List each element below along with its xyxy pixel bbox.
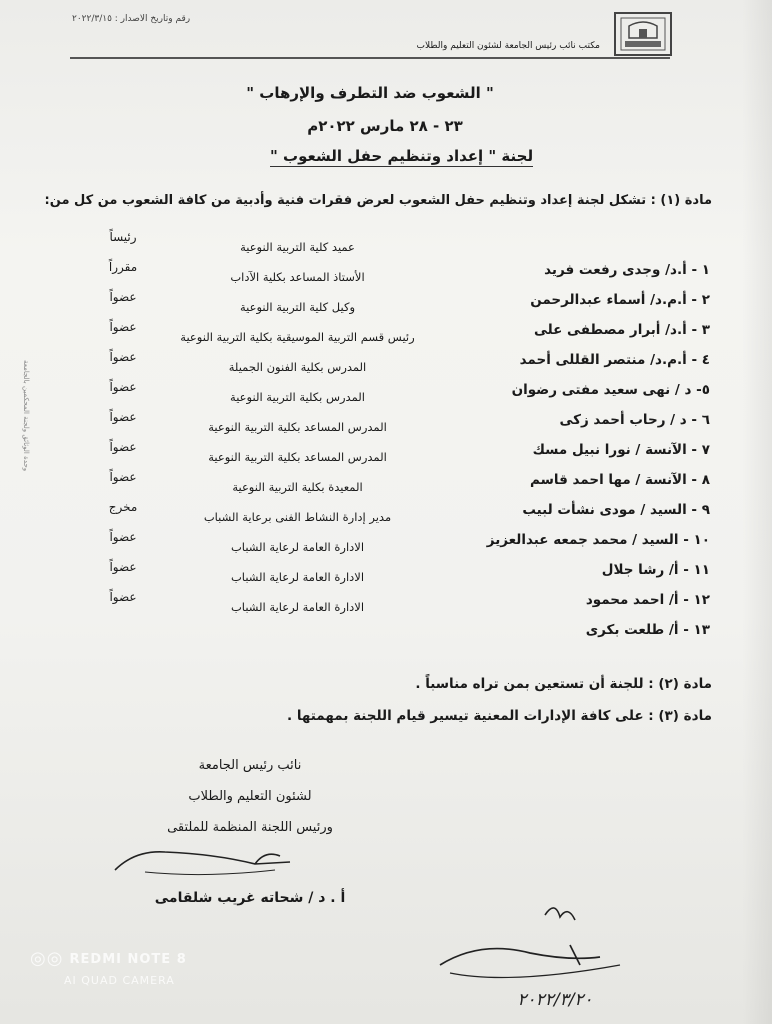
member-role: عضواً <box>109 410 137 424</box>
event-dates: ٢٣ - ٢٨ مارس ٢٠٢٢م <box>307 117 463 135</box>
member-name: ٨ - الآنسة / مها احمد قاسم <box>530 472 710 488</box>
member-department: الادارة العامة لرعاية الشباب <box>230 540 365 554</box>
header-rule <box>70 57 670 59</box>
page-edge-shadow <box>742 0 772 1024</box>
committee-title-wrap <box>270 146 534 165</box>
member-department: المدرس بكلية الفنون الجميلة <box>228 360 367 374</box>
member-name: ٤ - أ.م.د/ منتصر القللى أحمد <box>519 352 710 368</box>
member-role: عضواً <box>109 470 137 484</box>
member-name: ٢ - أ.م.د/ أسماء عبدالرحمن <box>530 292 710 308</box>
member-name: ١١ - أ/ رشا جلال <box>601 562 710 578</box>
member-role: عضواً <box>109 380 137 394</box>
member-department: الادارة العامة لرعاية الشباب <box>230 600 365 614</box>
university-logo <box>614 12 672 56</box>
member-name: ٣ - أ.د/ أبرار مصطفى على <box>533 322 710 338</box>
camera-icon: ◎◎ <box>30 948 64 969</box>
signatory-title-2: لشئون التعليم والطلاب <box>188 789 312 804</box>
member-role: عضواً <box>109 560 137 574</box>
member-name: ٥- د / نهى سعيد مفتى رضوان <box>511 382 710 398</box>
emblem-icon <box>619 16 667 52</box>
signatory-title-1: نائب رئيس الجامعة <box>198 758 302 773</box>
member-department: وكيل كلية التربية النوعية <box>239 300 356 314</box>
member-name: ٧ - الآنسة / نورا نبيل مسك <box>532 442 710 458</box>
event-title: " الشعوب ضد التطرف والإرهاب " <box>246 84 494 102</box>
member-role: عضواً <box>109 590 137 604</box>
member-role: مخرج <box>108 500 138 514</box>
member-role: عضواً <box>109 530 137 544</box>
margin-stamp-text: وحدة الوثائق ولجنة المحكمين بالجامعة <box>22 360 30 472</box>
member-role: مقرراً <box>108 260 138 274</box>
member-role: عضواً <box>109 350 137 364</box>
signatory-title-3: ورئيس اللجنة المنظمة للملتقى <box>167 820 333 835</box>
member-name: ١٢ - أ/ احمد محمود <box>585 592 710 608</box>
member-department: الادارة العامة لرعاية الشباب <box>230 570 365 584</box>
committee-title: لجنة " إعداد وتنظيم حفل الشعوب " <box>270 147 534 165</box>
signature-scribble <box>105 830 305 890</box>
member-name: ٩ - السيد / مودى نشأت لبيب <box>522 502 710 518</box>
signatory-name: أ . د / شحاته غريب شلقامى <box>154 890 346 906</box>
member-department: مدير إدارة النشاط الفنى برعاية الشباب <box>203 510 392 524</box>
member-department: رئيس قسم التربية الموسيقية بكلية التربية النوعية <box>180 330 415 344</box>
member-name: ١٣ - أ/ طلعت بكرى <box>585 622 710 638</box>
member-name: ١٠ - السيد / محمد جمعه عبدالعزيز <box>486 532 710 548</box>
member-role: عضواً <box>109 320 137 334</box>
member-department: الأستاذ المساعد بكلية الآداب <box>230 270 365 284</box>
member-role: رئيساً <box>109 230 137 244</box>
reference-line: رقم وتاريخ الاصدار : ٢٠٢٢/٣/١٥ <box>72 14 191 24</box>
watermark-line-1: REDMI NOTE 8 <box>69 952 187 967</box>
camera-watermark <box>30 948 187 988</box>
member-role: عضواً <box>109 440 137 454</box>
member-department: المدرس بكلية التربية النوعية <box>230 390 365 404</box>
issuing-office: مكتب نائب رئيس الجامعة لشئون التعليم والطلاب <box>416 41 600 51</box>
member-name: ٦ - د / رحاب أحمد زكى <box>559 412 710 428</box>
member-role: عضواً <box>109 290 137 304</box>
member-name: ١ - أ.د/ وجدى رفعت فريد <box>544 262 710 278</box>
member-department: المدرس المساعد بكلية التربية النوعية <box>208 450 387 464</box>
watermark-line-2: AI QUAD CAMERA <box>64 974 175 987</box>
member-department: المدرس المساعد بكلية التربية النوعية <box>208 420 387 434</box>
member-department: عميد كلية التربية النوعية <box>240 240 355 254</box>
article-2: مادة (٢) : للجنة أن تستعين بمن تراه مناسباً . <box>415 676 712 692</box>
handwritten-date: ٢٠٢٢/٣/٢٠ <box>517 990 593 1010</box>
article-3: مادة (٣) : على كافة الإدارات المعنية تيسير قيام اللجنة بمهمتها . <box>286 708 712 724</box>
article-1: مادة (١) : تشكل لجنة إعداد وتنظيم حفل الشعوب لعرض فقرات فنية وأدبية من كافة الشعوب من كل من: <box>44 193 712 208</box>
member-department: المعيدة بكلية التربية النوعية <box>232 480 363 494</box>
